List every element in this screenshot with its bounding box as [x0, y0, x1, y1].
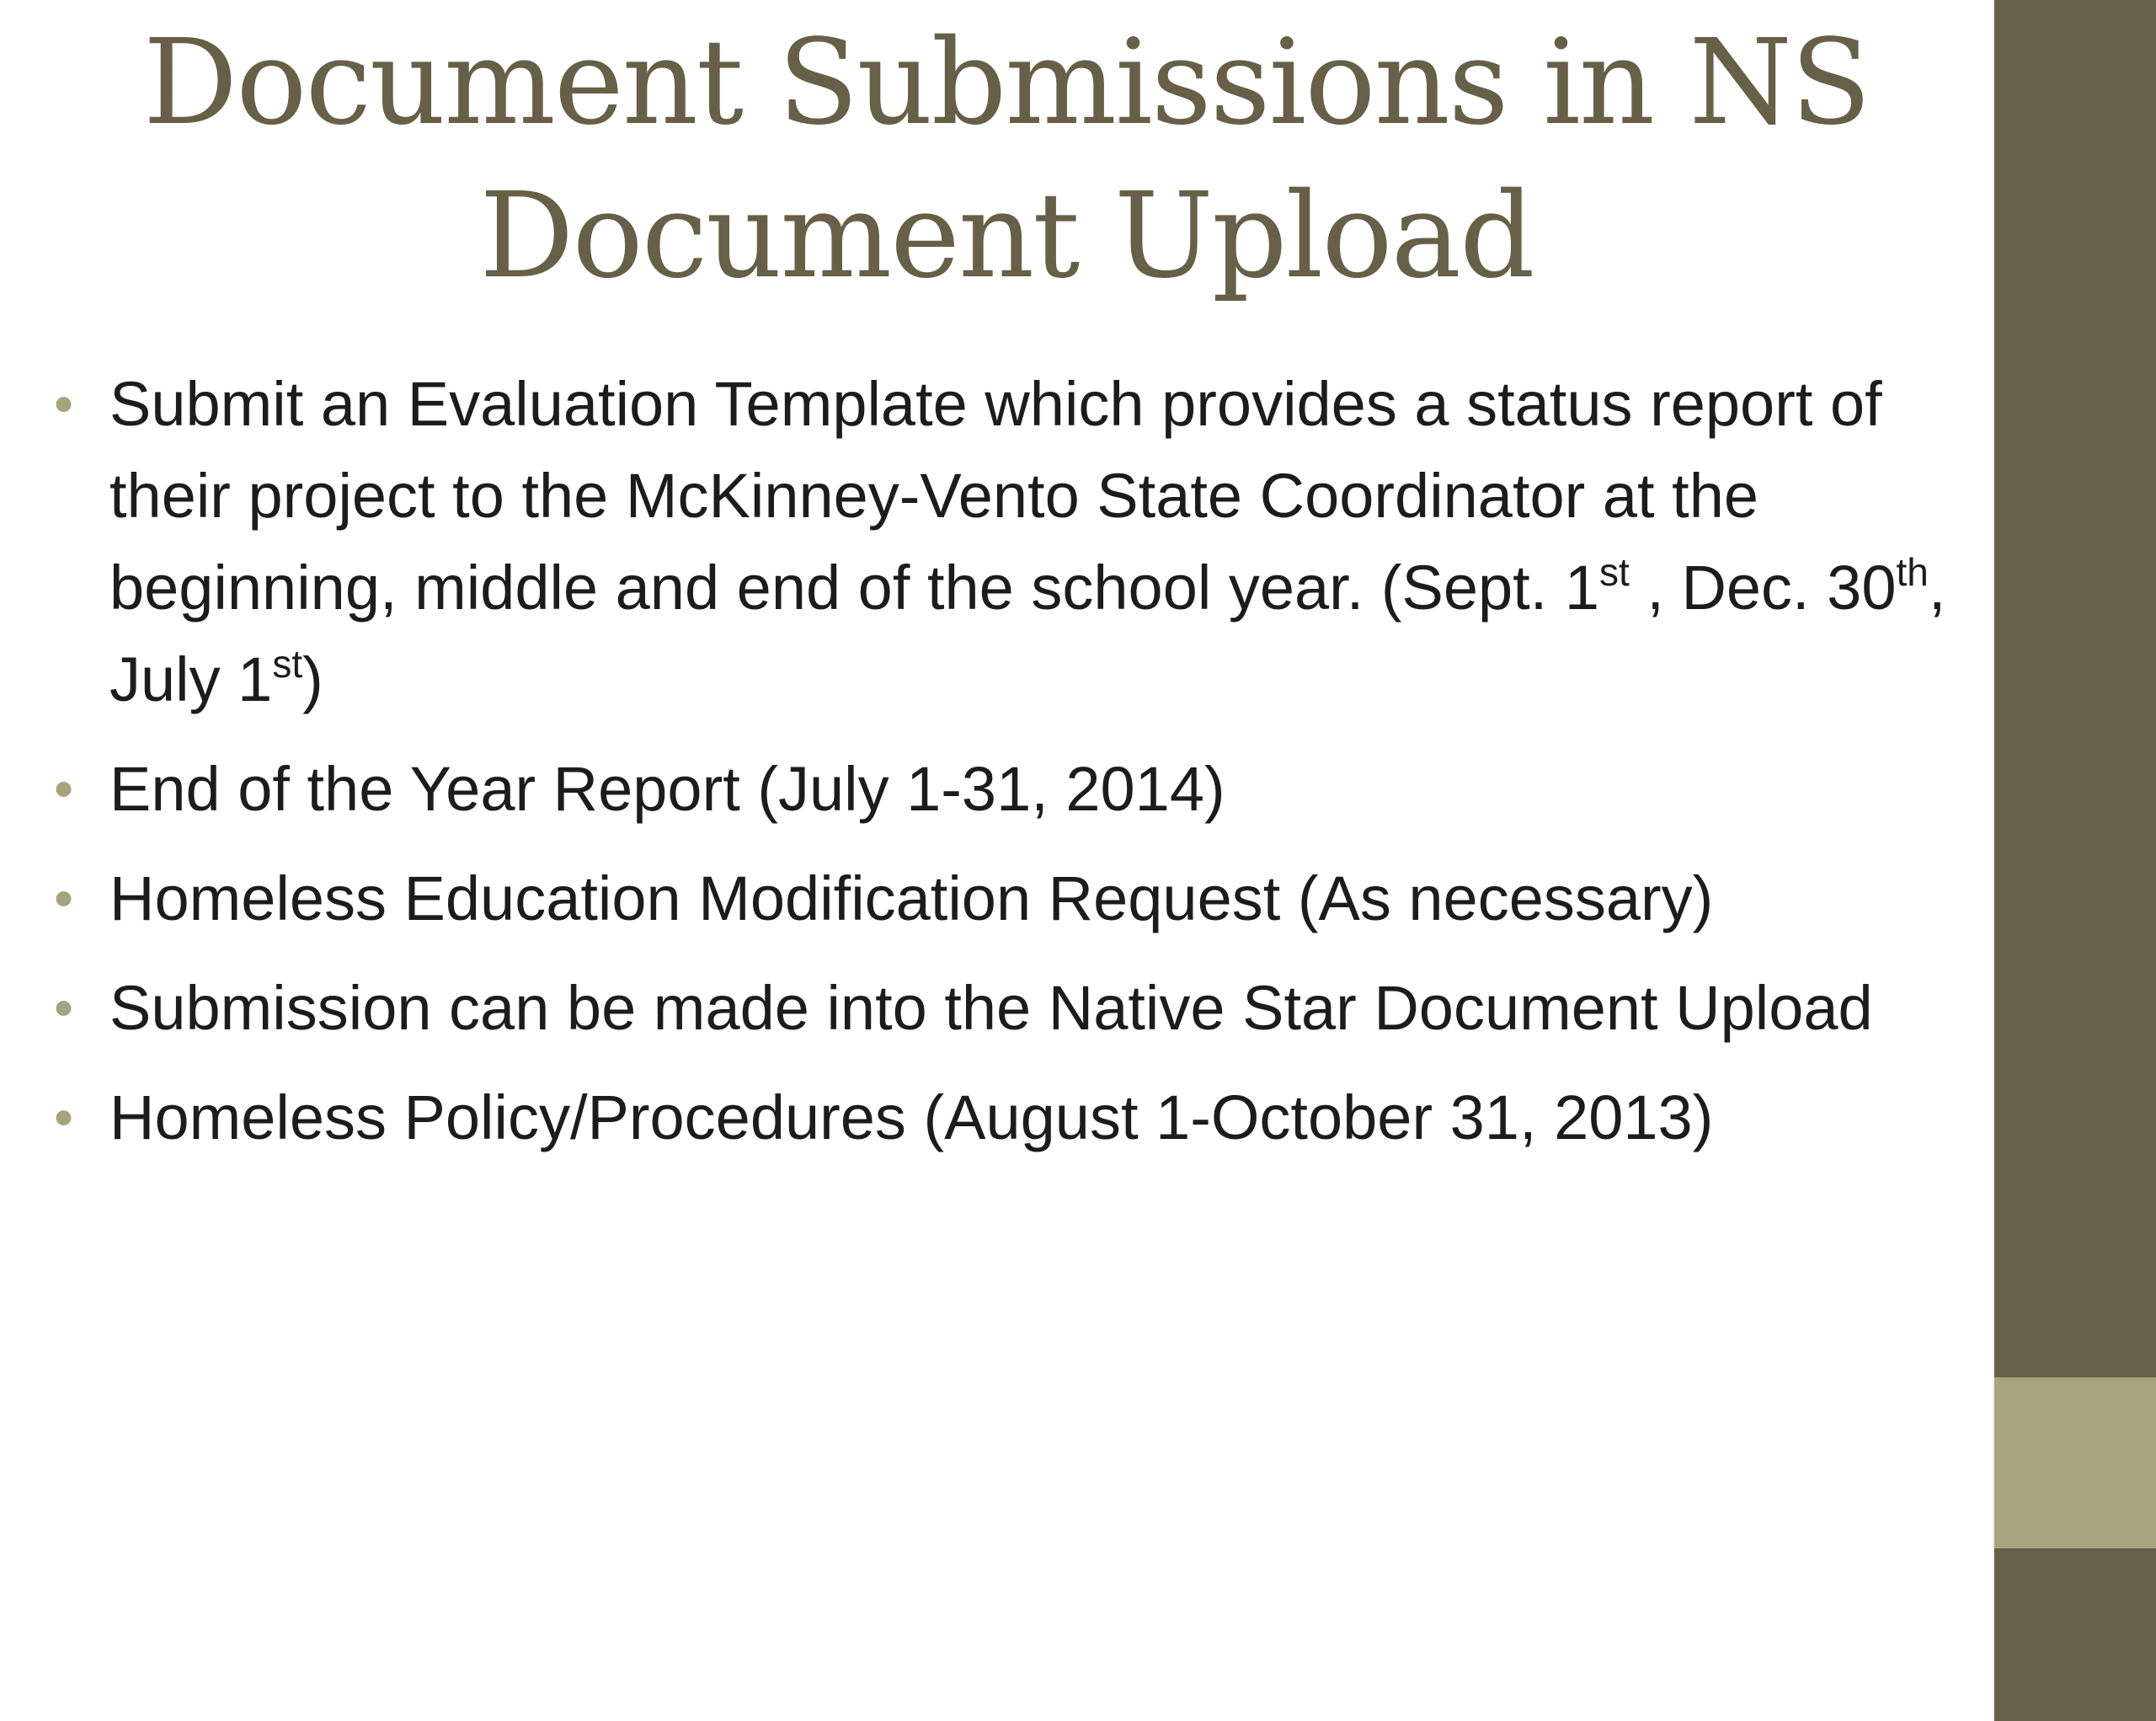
ordinal-suffix: st	[1599, 550, 1630, 594]
slide-title	[0, 7, 2013, 313]
bullet-text: Submission can be made into the Native Star Document Upload	[109, 973, 1873, 1043]
slide-title-line-1: Document Submissions in NS	[143, 14, 1870, 152]
bullet-dot-icon: •	[54, 1086, 74, 1148]
bullet-text-part-d: )	[302, 644, 323, 714]
bullet-item-end-of-year-report	[51, 743, 1962, 835]
bullet-dot-icon: •	[54, 867, 74, 929]
bullet-text: Homeless Policy/Procedures (August 1-October 31, 2013)	[109, 1082, 1714, 1152]
bullet-item-evaluation-template	[51, 358, 1962, 725]
bullet-item-document-upload	[51, 962, 1962, 1054]
side-accent-block	[1994, 1377, 2156, 1548]
bullet-dot-icon: •	[54, 976, 74, 1039]
bullet-text: Homeless Education Modification Request (As necessary)	[109, 863, 1714, 933]
ordinal-suffix: th	[1896, 550, 1929, 594]
bullet-text: End of the Year Report (July 1-31, 2014)	[109, 754, 1225, 824]
bullet-dot-icon: •	[54, 757, 74, 820]
slide-title-line-2: Document Upload	[479, 168, 1534, 305]
bullet-dot-icon: •	[54, 372, 74, 435]
bullet-list	[51, 358, 1962, 1181]
bullet-item-policy-procedures	[51, 1072, 1962, 1163]
bullet-text-part-a: Submit an Evaluation Template which provides a status report of their project to the McKinney-Vento State Coordinator at the beginning, middle and end of the school year. (Sept. 1	[109, 369, 1882, 623]
bullet-text-part-b: , Dec. 30	[1629, 553, 1897, 623]
bullet-item-modification-request	[51, 852, 1962, 944]
bullet-text-part-c: , July 1	[109, 553, 1946, 714]
ordinal-suffix: st	[272, 642, 303, 686]
